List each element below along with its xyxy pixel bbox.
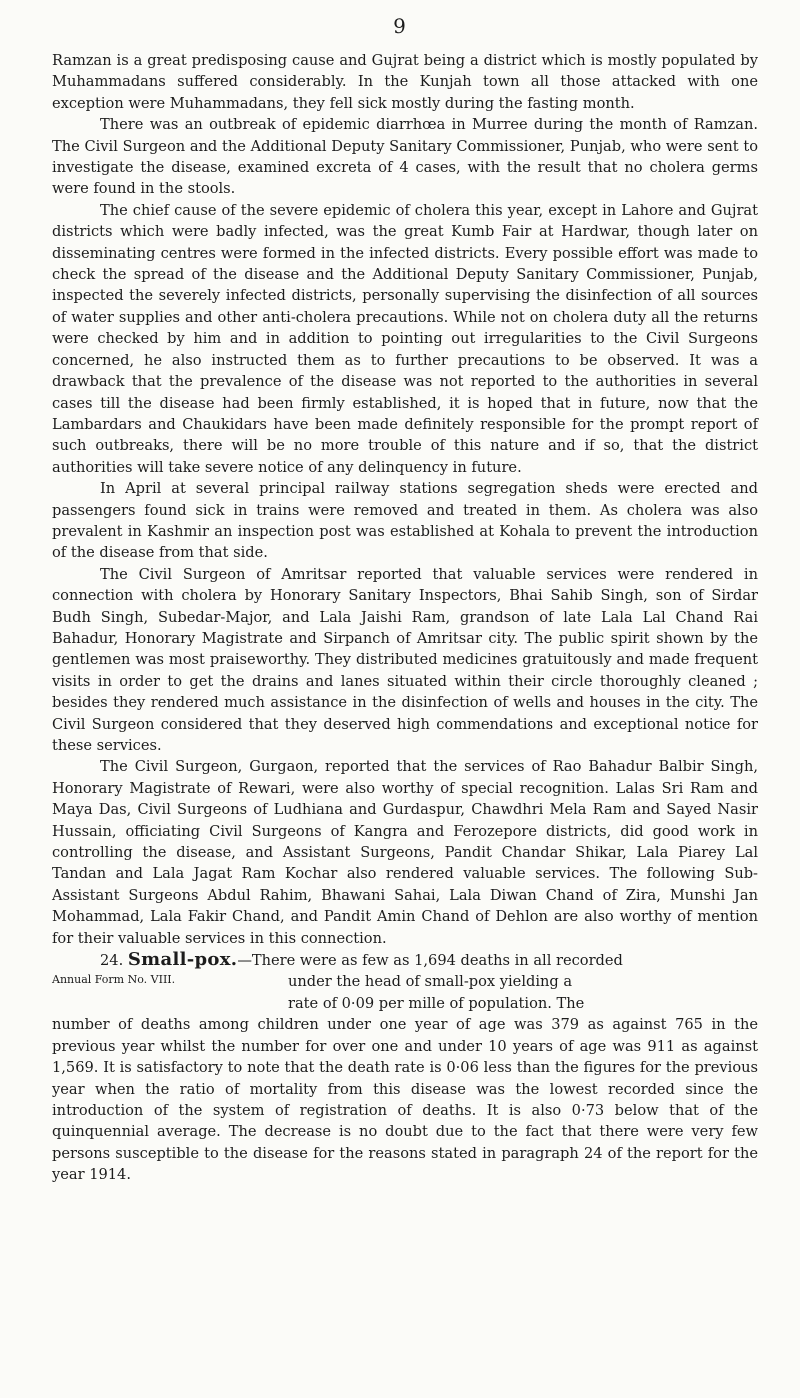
smallpox-intro: —There were as few as 1,694 deaths in all recorded bbox=[237, 952, 623, 970]
smallpox-heading-line bbox=[52, 949, 758, 971]
margin-note: Annual Form No. VIII. bbox=[52, 973, 176, 987]
smallpox-line-3: rate of 0·09 per mille of population. The bbox=[288, 994, 585, 1012]
smallpox-rest: number of deaths among children under one year of age was 379 as against 765 in the previous year whilst the number for over one and under 10 years of age was 911 as against 1,569. It is satisfactory to note that the death rate is 0·06 less than the figures for the previous year when the ratio of mortality from this disease was the lowest recorded since the introduction of the system of registration of deaths. It is also 0·73 below that of the quinquennial average. The decrease is no doubt due to the fact that there were very few persons susceptible to the disease for the reasons stated in paragraph 24 of the report for the year 1914. bbox=[52, 1016, 758, 1184]
page-number: 9 bbox=[393, 14, 407, 38]
smallpox-line-2: under the head of small-pox yielding a bbox=[288, 973, 573, 991]
paragraph-ramzan: Ramzan is a great predisposing cause and Gujrat being a district which is mostly populated by Muhammadans suffered considerably. In the Kunjah town all those attacked with one exception were Muhammadans, they fell sick mostly during the fasting month. bbox=[52, 52, 758, 112]
paragraph-gurgaon-services: The Civil Surgeon, Gurgaon, reported that the services of Rao Bahadur Balbir Singh, Honorary Magistrate of Rewari, were also worthy of special recognition. Lalas Sri Ram and Maya Das, Civil Surgeons of Ludhiana and Gurdaspur, Chawdhri Mela Ram and Sayed Nasir Hussain, officiating Civil Surgeons of Kangra and Ferozepore districts, did good work in controlling the disease, and Assistant Surgeons, Pandit Chandar Shikar, Lala Piarey Lal Tandan and Lala Jagat Ram Kochar also rendered valuable services. The following Sub-Assistant Surgeons Abdul Rahim, Bhawani Sahai, Lala Diwan Chand of Zira, Munshi Jan Mohammad, Lala Fakir Chand, and Pandit Amin Chand of Dehlon are also worthy of mention for their valuable services in this connection. bbox=[52, 758, 758, 947]
paragraph-chief-cause: The chief cause of the severe epidemic of cholera this year, except in Lahore and Gujrat districts which were badly infected, was the great Kumb Fair at Hardwar, though later on disseminating centres were formed in the infected districts. Every possible effort was made to check the spread of the disease and the Additional Deputy Sanitary Commissioner, Punjab, inspected the severely infected districts, personally supervising the disinfection of all sources of water supplies and other anti-cholera precautions. While not on cholera duty all the returns were checked by him and in addition to pointing out irregularities to the Civil Surgeons concerned, he also instructed them as to further precautions to be observed. It was a drawback that the prevalence of the disease was not reported to the authorities in several cases till the disease had been firmly established, it is hoped that in future, now that the Lambardars and Chaukidars have been made definitely responsible for the prompt report of such outbreaks, there will be no more trouble of this nature and if so, that the district authorities will take severe notice of any delinquency in future. bbox=[52, 201, 758, 476]
paragraph-amritsar-services: The Civil Surgeon of Amritsar reported that valuable services were rendered in connection with cholera by Honorary Sanitary Inspectors, Bhai Sahib Singh, son of Sirdar Budh Singh, Subedar-Major, and Lala Jaishi Ram, grandson of late Lala Lal Chand Rai Bahadur, Honorary Magistrate and Sirpanch of Amritsar city. The public spirit shown by the gentlemen was most praiseworthy. They distributed medicines gratuitously and made frequent visits in order to get the drains and lanes situated within their circle thoroughly cleaned ; besides they rendered much assistance in the disinfection of wells and houses in the city. The Civil Surgeon considered that they deserved high commendations and exceptional notice for these services. bbox=[52, 565, 758, 754]
paragraph-murree-outbreak: There was an outbreak of epidemic diarrhœa in Murree during the month of Ramzan. The Civil Surgeon and the Additional Deputy Sanitary Commissioner, Punjab, who were sent to investigate the disease, examined excreta of 4 cases, with the result that no cholera germs were found in the stools. bbox=[52, 116, 758, 198]
paragraph-segregation-sheds: In April at several principal railway stations segregation sheds were erected and passengers found sick in trains were removed and treated in them. As cholera was also prevalent in Kashmir an inspection post was established at Kohala to prevent the introduction of the disease from that side. bbox=[52, 480, 758, 562]
section-heading: Small-pox. bbox=[127, 949, 238, 971]
section-number: 24. bbox=[100, 952, 124, 970]
smallpox-body bbox=[52, 971, 758, 1185]
body-text bbox=[52, 50, 758, 1186]
